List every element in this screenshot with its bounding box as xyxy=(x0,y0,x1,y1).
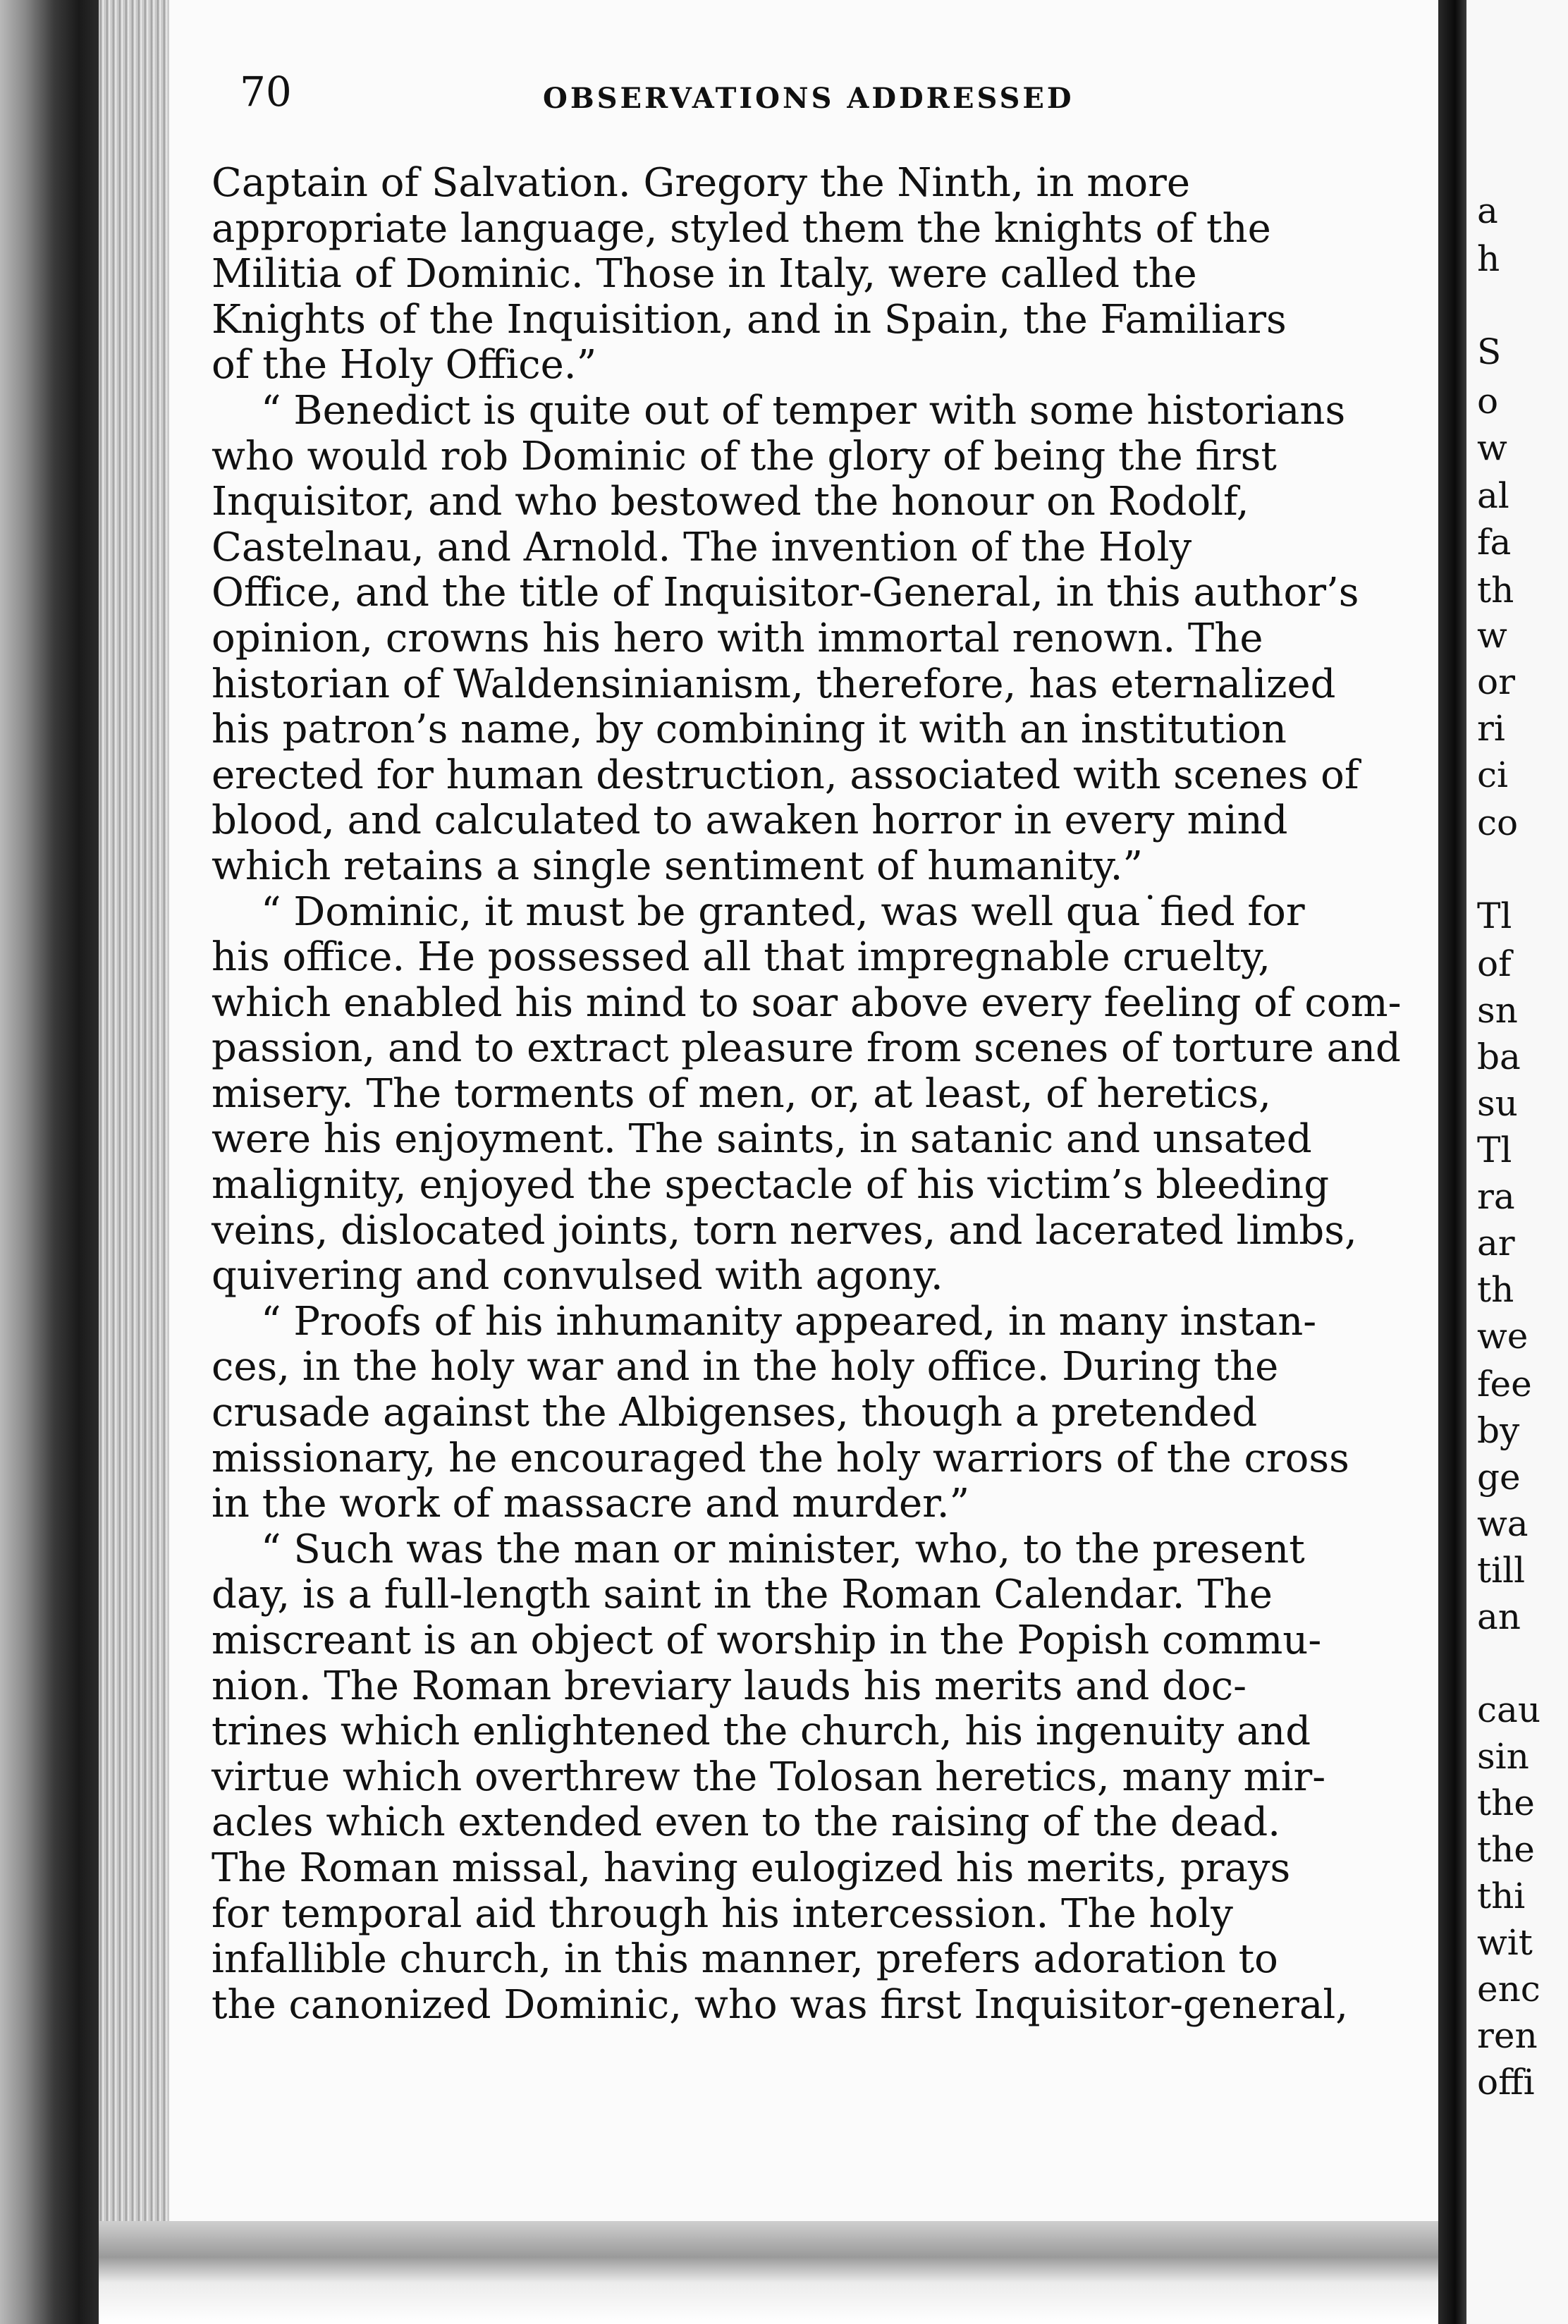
facing-page-fragment: fa xyxy=(1477,522,1512,563)
facing-page-fragment: o xyxy=(1477,381,1499,422)
facing-page-fragment: ra xyxy=(1477,1176,1515,1217)
facing-page-fragment: we xyxy=(1477,1316,1529,1357)
facing-page-fragment: S xyxy=(1477,331,1502,372)
text-line: were his enjoyment. The saints, in satanic and unsated xyxy=(212,1116,1312,1163)
text-line: “ Benedict is quite out of temper with some historians xyxy=(261,387,1346,434)
facing-page-fragment: Tl xyxy=(1477,895,1512,936)
text-line: nion. The Roman breviary lauds his merits and doc- xyxy=(212,1663,1247,1709)
text-line: erected for human destruction, associated with scenes of xyxy=(212,752,1359,798)
text-line: of the Holy Office.” xyxy=(212,342,597,389)
facing-page-fragment: Tl xyxy=(1477,1130,1512,1170)
page-bottom-edge xyxy=(99,2221,1438,2324)
text-line: ces, in the holy war and in the holy office. During the xyxy=(212,1344,1279,1390)
text-line: which retains a single sentiment of humanity.” xyxy=(212,843,1144,889)
text-line: virtue which overthrew the Tolosan heretics, many mir- xyxy=(212,1754,1326,1800)
facing-page-fragment: ri xyxy=(1477,708,1505,749)
text-line: infallible church, in this manner, prefers adoration to xyxy=(212,1936,1278,1983)
text-line: in the work of massacre and murder.” xyxy=(212,1481,970,1527)
text-line: his patron’s name, by combining it with an institution xyxy=(212,707,1287,753)
facing-page-fragment: h xyxy=(1477,238,1500,279)
facing-page-fragment: wa xyxy=(1477,1503,1529,1544)
text-line: trines which enlightened the church, his ingenuity and xyxy=(212,1708,1311,1755)
facing-page-fragment: offi xyxy=(1477,2062,1535,2103)
facing-page-fragment: ba xyxy=(1477,1036,1521,1077)
text-line: veins, dislocated joints, torn nerves, and lacerated limbs, xyxy=(212,1207,1357,1254)
facing-page-fragment: th xyxy=(1477,1269,1514,1310)
text-line: day, is a full-length saint in the Roman Calendar. The xyxy=(212,1572,1273,1618)
facing-page-fragment: an xyxy=(1477,1596,1521,1637)
text-line: miscreant is an object of worship in the Popish commu- xyxy=(212,1617,1322,1663)
text-line: opinion, crowns his hero with immortal renown. The xyxy=(212,615,1263,661)
text-line: Captain of Salvation. Gregory the Ninth, in more xyxy=(212,160,1191,206)
text-line: “ Such was the man or minister, who, to the present xyxy=(261,1526,1305,1572)
facing-page-fragment: ren xyxy=(1477,2015,1538,2056)
text-line: crusade against the Albigenses, though a pretended xyxy=(212,1390,1258,1436)
text-line: The Roman missal, having eulogized his merits, prays xyxy=(212,1845,1291,1891)
book-gutter xyxy=(1438,0,1466,2324)
facing-page-fragment: of xyxy=(1477,943,1512,984)
facing-page-fragment: sn xyxy=(1477,990,1518,1031)
page-stack-edge xyxy=(99,0,169,2324)
facing-page-fragment: thi xyxy=(1477,1876,1526,1916)
text-line: passion, and to extract pleasure from scenes of torture and xyxy=(212,1025,1401,1072)
text-line: misery. The torments of men, or, at least, of heretics, xyxy=(212,1070,1271,1117)
text-line: Office, and the title of Inquisitor-General, in this author’s xyxy=(212,570,1359,616)
facing-page-fragment: enc xyxy=(1477,1969,1541,2010)
text-line: who would rob Dominic of the glory of being the first xyxy=(212,433,1277,479)
text-line: which enabled his mind to soar above every feeling of com- xyxy=(212,979,1402,1026)
facing-page-fragment: by xyxy=(1477,1410,1520,1451)
book-spine xyxy=(0,0,99,2324)
text-line: appropriate language, styled them the knights of the xyxy=(212,205,1271,252)
text-line: Knights of the Inquisition, and in Spain, the Familiars xyxy=(212,296,1287,343)
facing-page-fragment: wit xyxy=(1477,1922,1533,1963)
text-line: Militia of Dominic. Those in Italy, were called the xyxy=(212,251,1197,298)
text-line: for temporal aid through his intercession. The holy xyxy=(212,1890,1233,1937)
facing-page-fragment: ge xyxy=(1477,1457,1521,1498)
facing-page-fragment: sin xyxy=(1477,1736,1529,1777)
text-line: his office. He possessed all that impregnable cruelty, xyxy=(212,934,1271,981)
facing-page-fragment: or xyxy=(1477,661,1516,702)
facing-page-fragment: su xyxy=(1477,1083,1518,1124)
facing-page-fragment: th xyxy=(1477,570,1514,611)
text-line: “ Dominic, it must be granted, was well qua˙fied for xyxy=(261,888,1305,935)
facing-page-fragment: w xyxy=(1477,615,1507,656)
page-number: 70 xyxy=(240,68,292,116)
facing-page-fragment: the xyxy=(1477,1782,1535,1823)
facing-page-fragment: the xyxy=(1477,1829,1535,1870)
body-text xyxy=(212,160,1402,2028)
text-line: “ Proofs of his inhumanity appeared, in many instan- xyxy=(261,1298,1317,1345)
facing-page-fragment: ar xyxy=(1477,1223,1515,1264)
facing-page-fragment: till xyxy=(1477,1550,1526,1591)
text-line: acles which extended even to the raising of the dead. xyxy=(212,1799,1281,1846)
facing-page-fragment: cau xyxy=(1477,1689,1541,1730)
facing-page-fragment: ci xyxy=(1477,754,1508,795)
page-header xyxy=(240,68,1325,138)
facing-page-fragment: w xyxy=(1477,427,1507,468)
text-line: missionary, he encouraged the holy warriors of the cross xyxy=(212,1435,1349,1481)
facing-page-fragment: a xyxy=(1477,190,1498,231)
facing-page-fragment: al xyxy=(1477,475,1509,516)
text-line: blood, and calculated to awaken horror in every mind xyxy=(212,797,1288,844)
text-line: Inquisitor, and who bestowed the honour on Rodolf, xyxy=(212,479,1249,525)
facing-page-fragment: co xyxy=(1477,802,1519,843)
facing-page-fragment: fee xyxy=(1477,1364,1532,1405)
text-line: malignity, enjoyed the spectacle of his victim’s bleeding xyxy=(212,1162,1330,1209)
text-line: the canonized Dominic, who was first Inquisitor-general, xyxy=(212,1981,1349,2028)
running-head: OBSERVATIONS ADDRESSED xyxy=(543,82,1074,115)
text-line: historian of Waldensinianism, therefore, has eternalized xyxy=(212,661,1336,707)
text-line: quivering and convulsed with agony. xyxy=(212,1253,943,1299)
text-line: Castelnau, and Arnold. The invention of the Holy xyxy=(212,524,1192,570)
